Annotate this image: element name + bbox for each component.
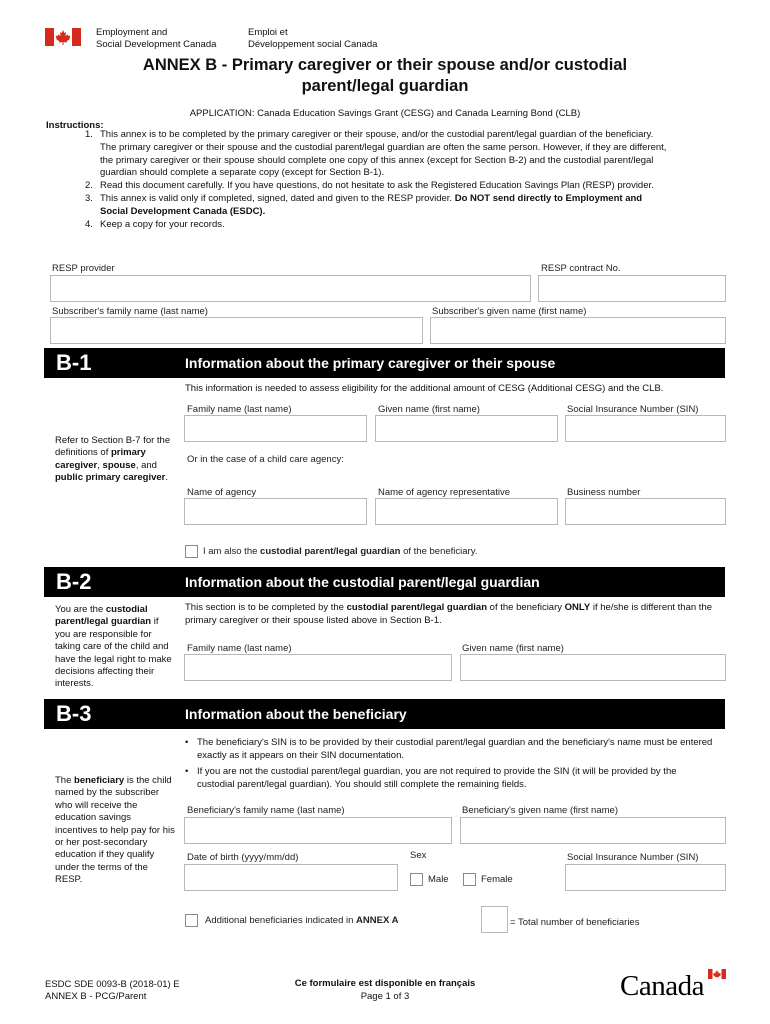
b1-family-label: Family name (last name)	[187, 404, 292, 415]
b3-family-field[interactable]	[184, 817, 452, 844]
b1-intro: This information is needed to assess eligibility for the additional amount of CESG (Additional CESG) and the CLB.	[185, 383, 664, 394]
b2-given-label: Given name (first name)	[462, 643, 564, 654]
b1-agency-label: Name of agency	[187, 487, 257, 498]
additional-beneficiaries-label: Additional beneficiaries indicated in ANNEX A	[205, 915, 399, 926]
b3-sin-field[interactable]	[565, 864, 726, 891]
female-label: Female	[481, 874, 513, 885]
canada-flag-icon	[45, 28, 81, 46]
additional-beneficiaries-checkbox[interactable]	[185, 914, 198, 927]
b3-given-field[interactable]	[460, 817, 726, 844]
instruction-item: 4. Keep a copy for your records.	[85, 218, 225, 230]
b3-sin-label: Social Insurance Number (SIN)	[567, 852, 699, 863]
section-b2-code: B-2	[56, 569, 92, 594]
resp-contract-field[interactable]	[538, 275, 726, 302]
subscriber-given-field[interactable]	[430, 317, 726, 344]
total-beneficiaries-label: = Total number of beneficiaries	[510, 917, 640, 928]
b1-family-field[interactable]	[184, 415, 367, 442]
page-title: ANNEX B - Primary caregiver or their spouse and/or custodial parent/legal guardian	[142, 56, 628, 95]
instruction-item: 1. This annex is to be completed by the primary caregiver or their spouse, and/or the custodial parent/legal guardian of the beneficiary. The primary caregiver or their spouse and the custodial parent/legal guardian are often the same person. However, if they are different, the primary caregiver or their spouse should complete one copy of this annex (except for Section B-2) and the custodial parent/legal guardian should complete a separate copy (except for Section B-1).	[85, 129, 667, 179]
section-b2-title: Information about the custodial parent/legal guardian	[185, 574, 540, 590]
application-line: APPLICATION: Canada Education Savings Grant (CESG) and Canada Learning Bond (CLB)	[189, 108, 581, 119]
department-name-fr: Emploi et Développement social Canada	[248, 27, 378, 50]
b2-family-label: Family name (last name)	[187, 643, 292, 654]
b3-dob-field[interactable]	[184, 864, 398, 891]
instructions-list	[85, 129, 670, 231]
canada-wordmark: Canada	[620, 969, 726, 1001]
b1-sin-label: Social Insurance Number (SIN)	[567, 404, 699, 415]
page-number: Page 1 of 3	[360, 990, 410, 1002]
b2-intro: This section is to be completed by the custodial parent/legal guardian of the beneficiary ONLY if he/she is different than the primary caregiver or their spouse listed above in Section B-1.	[185, 602, 713, 626]
b1-business-label: Business number	[567, 487, 641, 498]
b3-family-label: Beneficiary's family name (last name)	[187, 805, 345, 816]
b1-agency-intro: Or in the case of a child care agency:	[187, 454, 344, 465]
instruction-item: 3. This annex is valid only if completed, signed, dated and given to the RESP provider. Do NOT send directly to Employment and Social Development Canada (ESDC).	[85, 192, 643, 217]
b1-sin-field[interactable]	[565, 415, 726, 442]
section-b3-title: Information about the beneficiary	[185, 706, 407, 722]
section-b3-code: B-3	[56, 701, 92, 726]
b1-agency-rep-field[interactable]	[375, 498, 558, 525]
male-label: Male	[428, 874, 449, 885]
resp-contract-label: RESP contract No.	[541, 263, 621, 274]
b2-given-field[interactable]	[460, 654, 726, 681]
instruction-item: 2. Read this document carefully. If you have questions, do not hesitate to ask the Registered Education Savings Plan (RESP) provider.	[85, 180, 654, 192]
b1-side-note: Refer to Section B-7 for the definitions of primary caregiver, spouse, and public primary caregiver.	[55, 435, 171, 484]
b2-side-note: You are the custodial parent/legal guardian if you are responsible for taking care of the child and have the legal right to make decisions affecting their interests.	[55, 604, 172, 690]
b2-family-field[interactable]	[184, 654, 452, 681]
section-b1-title: Information about the primary caregiver or their spouse	[185, 355, 556, 371]
french-availability: Ce formulaire est disponible en français	[294, 978, 476, 989]
section-b1-code: B-1	[56, 350, 92, 375]
b1-agency-field[interactable]	[184, 498, 367, 525]
b1-given-field[interactable]	[375, 415, 558, 442]
also-custodial-label: I am also the custodial parent/legal guardian of the beneficiary.	[203, 546, 478, 557]
b3-bullet-2: • If you are not the custodial parent/legal guardian, you are not required to provide the SIN (it will be provided by the custodial parent/legal guardian). You should still complete the remaining fields.	[185, 766, 677, 790]
department-name-en: Employment and Social Development Canada	[96, 27, 217, 50]
b3-sex-label: Sex	[410, 850, 427, 861]
b3-dob-label: Date of birth (yyyy/mm/dd)	[187, 852, 299, 863]
male-checkbox[interactable]	[410, 873, 423, 886]
resp-provider-label: RESP provider	[52, 263, 115, 274]
form-identifier: ESDC SDE 0093-B (2018-01) E ANNEX B - PCG/Parent	[45, 979, 180, 1002]
b3-side-note: The beneficiary is the child named by the subscriber who will receive the education savings incentives to help pay for his or her post-secondary education if they qualify under the terms of the RESP.	[55, 775, 175, 886]
subscriber-given-label: Subscriber's given name (first name)	[432, 306, 587, 317]
instructions-heading: Instructions:	[46, 120, 104, 131]
subscriber-family-field[interactable]	[50, 317, 423, 344]
female-checkbox[interactable]	[463, 873, 476, 886]
also-custodial-checkbox[interactable]	[185, 545, 198, 558]
b3-bullet-1: • The beneficiary's SIN is to be provided by their custodial parent/legal guardian and the beneficiary's name must be entered exactly as it appears on their SIN documentation.	[185, 737, 713, 761]
subscriber-family-label: Subscriber's family name (last name)	[52, 306, 208, 317]
section-b3-header	[44, 699, 725, 729]
section-b1-header	[44, 348, 725, 378]
b1-agency-rep-label: Name of agency representative	[378, 487, 511, 498]
footer-center	[250, 978, 520, 1003]
section-b2-header	[44, 567, 725, 597]
b1-business-field[interactable]	[565, 498, 726, 525]
b3-given-label: Beneficiary's given name (first name)	[462, 805, 618, 816]
total-beneficiaries-field[interactable]	[481, 906, 508, 933]
resp-provider-field[interactable]	[50, 275, 531, 302]
wordmark-flag-icon	[708, 969, 726, 979]
b1-given-label: Given name (first name)	[378, 404, 480, 415]
